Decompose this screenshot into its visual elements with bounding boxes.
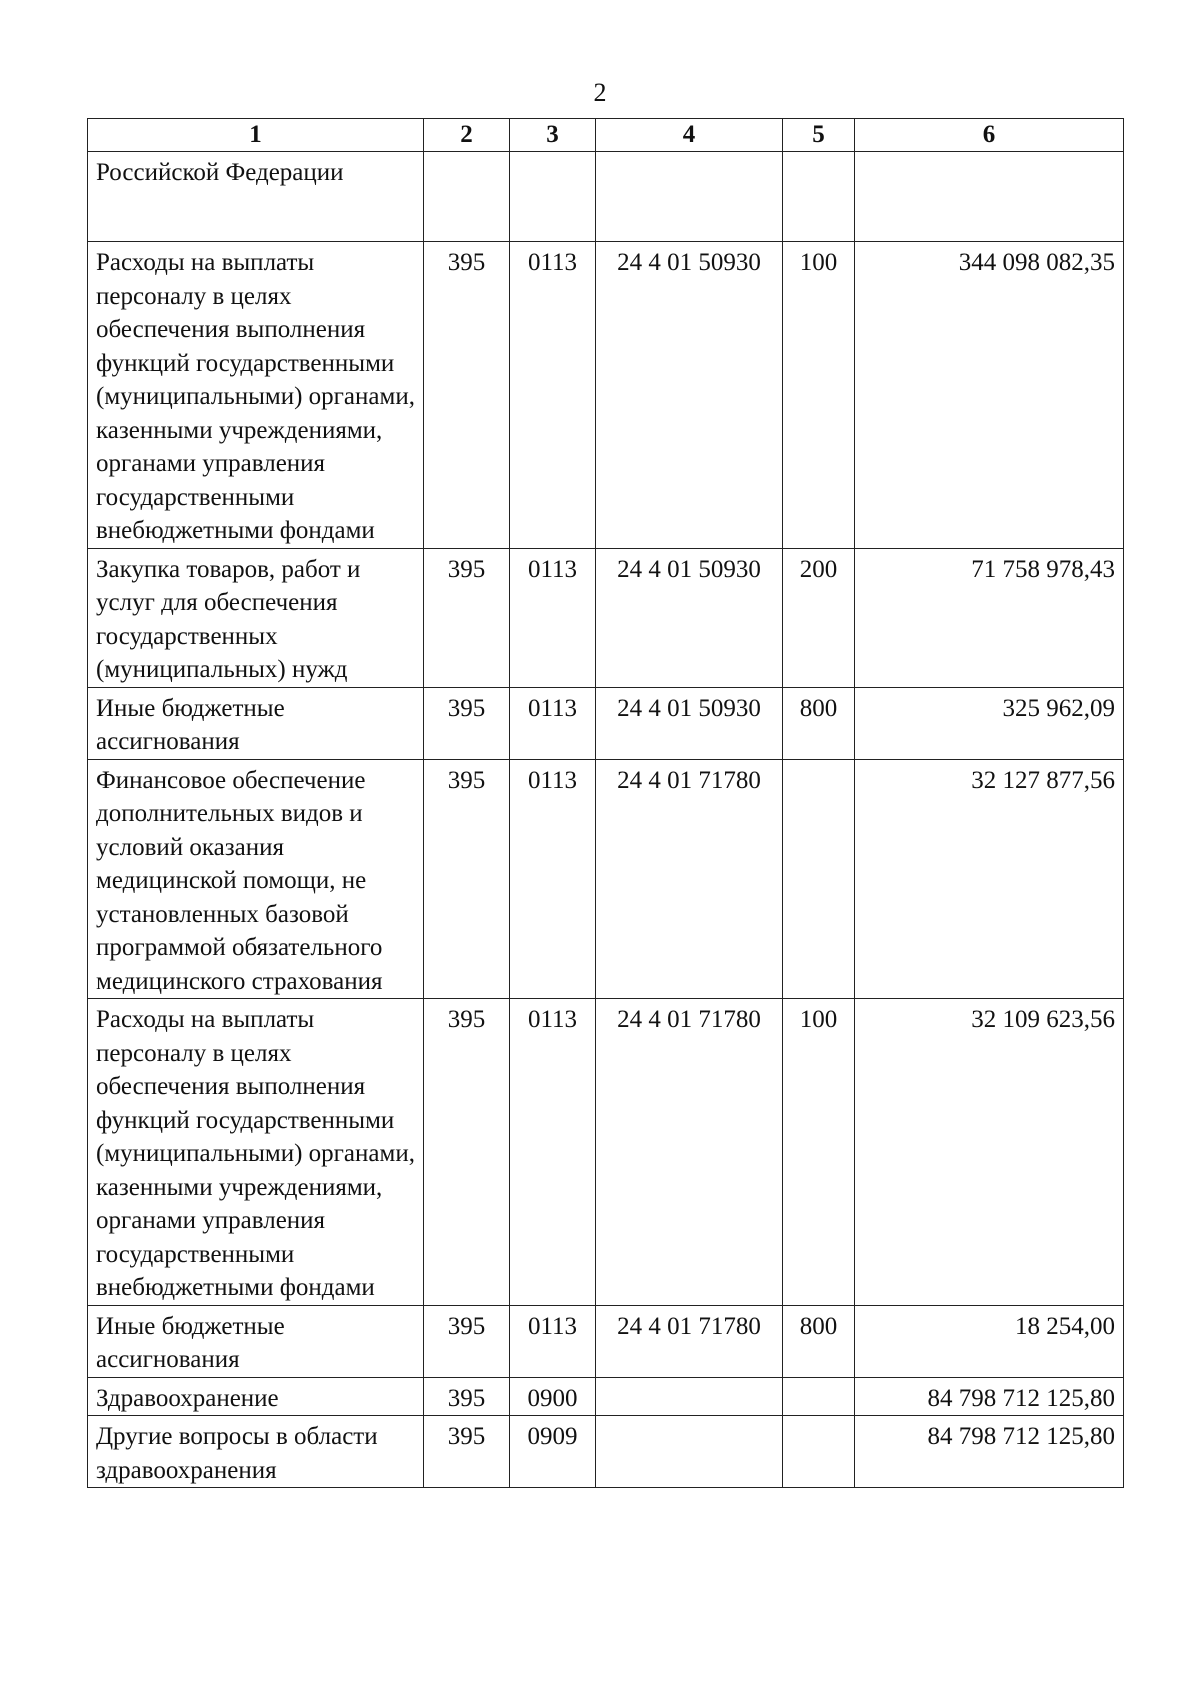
row-amount: 18 254,00 xyxy=(855,1305,1124,1377)
row-amount: 84 798 712 125,80 xyxy=(855,1377,1124,1416)
row-name: Расходы на выплаты персоналу в целях обеспечения выполнения функций государственными (муниципальными) органами, казенными учреждениями, органами управления государственными внебюджетными фондами xyxy=(88,242,424,549)
row-col-3: 0113 xyxy=(510,999,596,1306)
header-col-3: 3 xyxy=(510,119,596,152)
row-name: Другие вопросы в области здравоохранения xyxy=(88,1416,424,1488)
budget-table xyxy=(87,118,1124,1488)
row-name: Российской Федерации xyxy=(88,152,424,242)
row-col-5 xyxy=(783,1377,855,1416)
row-col-5 xyxy=(783,152,855,242)
row-col-4 xyxy=(596,1416,783,1488)
row-name: Здравоохранение xyxy=(88,1377,424,1416)
row-col-4: 24 4 01 71780 xyxy=(596,759,783,999)
row-col-4: 24 4 01 50930 xyxy=(596,548,783,687)
row-name: Финансовое обеспечение дополнительных видов и условий оказания медицинской помощи, не установленных базовой программой обязательного медицинского страхования xyxy=(88,759,424,999)
header-col-6: 6 xyxy=(855,119,1124,152)
row-col-2: 395 xyxy=(424,687,510,759)
row-col-3 xyxy=(510,152,596,242)
row-col-5: 100 xyxy=(783,242,855,549)
row-col-4: 24 4 01 50930 xyxy=(596,687,783,759)
row-col-3: 0900 xyxy=(510,1377,596,1416)
table-header-row xyxy=(88,119,1124,152)
row-col-2: 395 xyxy=(424,548,510,687)
row-col-2: 395 xyxy=(424,999,510,1306)
header-col-5: 5 xyxy=(783,119,855,152)
row-col-5: 200 xyxy=(783,548,855,687)
row-col-3: 0113 xyxy=(510,759,596,999)
row-col-2: 395 xyxy=(424,1305,510,1377)
row-col-5 xyxy=(783,759,855,999)
table-row xyxy=(88,548,1124,687)
table-row xyxy=(88,242,1124,549)
table-row xyxy=(88,1377,1124,1416)
row-col-4 xyxy=(596,1377,783,1416)
page-number: 2 xyxy=(593,78,607,107)
row-amount: 71 758 978,43 xyxy=(855,548,1124,687)
row-col-3: 0113 xyxy=(510,242,596,549)
row-col-4: 24 4 01 71780 xyxy=(596,999,783,1306)
row-col-4: 24 4 01 71780 xyxy=(596,1305,783,1377)
row-col-5: 100 xyxy=(783,999,855,1306)
row-amount: 32 127 877,56 xyxy=(855,759,1124,999)
row-name: Закупка товаров, работ и услуг для обеспечения государственных (муниципальных) нужд xyxy=(88,548,424,687)
header-col-2: 2 xyxy=(424,119,510,152)
row-amount: 84 798 712 125,80 xyxy=(855,1416,1124,1488)
row-col-2 xyxy=(424,152,510,242)
header-col-1: 1 xyxy=(88,119,424,152)
row-col-5: 800 xyxy=(783,1305,855,1377)
row-col-2: 395 xyxy=(424,242,510,549)
table-row xyxy=(88,759,1124,999)
table-row xyxy=(88,152,1124,242)
row-col-2: 395 xyxy=(424,1377,510,1416)
row-name: Иные бюджетные ассигнования xyxy=(88,1305,424,1377)
table-row xyxy=(88,687,1124,759)
row-col-2: 395 xyxy=(424,759,510,999)
row-col-4: 24 4 01 50930 xyxy=(596,242,783,549)
row-col-3: 0909 xyxy=(510,1416,596,1488)
row-name: Иные бюджетные ассигнования xyxy=(88,687,424,759)
table-row xyxy=(88,1305,1124,1377)
row-col-4 xyxy=(596,152,783,242)
row-amount: 32 109 623,56 xyxy=(855,999,1124,1306)
row-amount xyxy=(855,152,1124,242)
row-col-3: 0113 xyxy=(510,548,596,687)
table-row xyxy=(88,999,1124,1306)
row-amount: 344 098 082,35 xyxy=(855,242,1124,549)
row-col-5 xyxy=(783,1416,855,1488)
row-col-3: 0113 xyxy=(510,1305,596,1377)
row-amount: 325 962,09 xyxy=(855,687,1124,759)
table-row xyxy=(88,1416,1124,1488)
row-col-3: 0113 xyxy=(510,687,596,759)
row-col-2: 395 xyxy=(424,1416,510,1488)
row-name: Расходы на выплаты персоналу в целях обеспечения выполнения функций государственными (муниципальными) органами, казенными учреждениями, органами управления государственными внебюджетными фондами xyxy=(88,999,424,1306)
header-col-4: 4 xyxy=(596,119,783,152)
row-col-5: 800 xyxy=(783,687,855,759)
